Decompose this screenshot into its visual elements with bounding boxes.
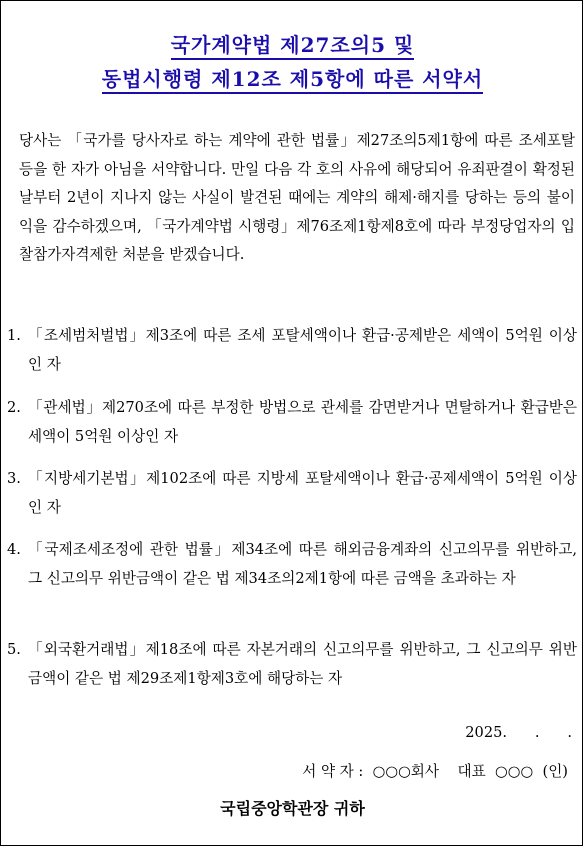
item-text: 「외국환거래법」제18조에 따른 자본거래의 신고의무를 위반하고, 그 신고의무 위반금액이 같은 법 제29조제1항제3호에 해당하는 자 [28,641,577,687]
item-number: 4. [7,541,21,558]
list-item [7,321,577,379]
list-item [7,635,577,693]
item-number: 5. [7,641,21,658]
signer-line: 서 약 자 : ○○○회사 대표 ○○○ (인) [302,763,568,780]
item-text: 「국제조세조정에 관한 법률」제34조에 따른 해외금융계좌의 신고의무를 위반하고, 그 신고의무 위반금액이 같은 법 제34조의2제1항에 따른 금액을 초과하는 자 [28,541,577,587]
item-text: 「관세법」제270조에 따른 부정한 방법으로 관세를 감면받거나 면탈하거나 환급받은 세액이 5억원 이상인 자 [28,399,577,445]
intro-paragraph: 당사는 「국가를 당사자로 하는 계약에 관한 법률」제27조의5제1항에 따른 조세포탈 등을 한 자가 아님을 서약합니다. 만일 다음 각 호의 사유에 해당되어 유죄판결이 확정된 날부터 2년이 지나지 않는 사실이 발견된 때에는 계약의 해제·해지를 당하는 등의 불이익을 감수하겠으며, 「국가계약법 시행령」제76조제1항제8호에 따라 부정당업자의 입찰참가자격제한 처분을 받겠습니다. [19,132,575,264]
item-number: 2. [7,399,21,416]
list-item [7,535,577,593]
item-text: 「지방세기본법」제102조에 따른 지방세 포탈세액이나 환급·공제세액이 5억원 이상인 자 [28,470,577,516]
date-line: 2025. . . [465,724,572,741]
item-text: 「조세범처벌법」제3조에 따른 조세 포탈세액이나 환급·공제받은 세액이 5억원 이상인 자 [28,327,577,373]
title-line-1: 국가계약법 제27조의5 및 [1,31,584,59]
list-item [7,393,577,451]
title-line-2: 동법시행령 제12조 제5항에 따른 서약서 [1,65,584,93]
list-item [7,464,577,522]
item-number: 1. [7,327,21,344]
item-number: 3. [7,470,21,487]
addressee: 국립중앙학관장 귀하 [220,799,365,818]
